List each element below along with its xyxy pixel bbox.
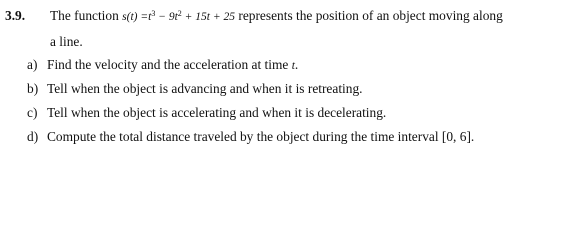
problem-intro-line1 bbox=[50, 8, 503, 25]
part-b bbox=[27, 81, 363, 97]
part-b-text: Tell when the object is advancing and when it is retreating. bbox=[47, 81, 363, 96]
part-d bbox=[27, 129, 474, 145]
part-d-text: Compute the total distance traveled by the object during the time interval [0, 6]. bbox=[47, 129, 475, 144]
part-a-letter: a) bbox=[27, 57, 38, 72]
part-d-letter: d) bbox=[27, 129, 39, 144]
intro-after-text: represents the position of an object moving along bbox=[238, 8, 503, 23]
position-formula: $s(t) =t^3 - 9t^2 + 15t + 25$ bbox=[122, 9, 236, 23]
part-b-letter: b) bbox=[27, 81, 39, 96]
part-a-text: Find the velocity and the acceleration at time bbox=[47, 57, 289, 72]
part-c-text: Tell when the object is accelerating and when it is decelerating. bbox=[47, 105, 387, 120]
problem-intro-line2: a line. bbox=[50, 34, 83, 49]
part-c-letter: c) bbox=[27, 105, 38, 120]
time-variable: t bbox=[291, 60, 295, 72]
intro-before-text: The function bbox=[50, 8, 119, 23]
part-c bbox=[27, 105, 386, 121]
part-a: a) Find the velocity and the acceleration at time t. bbox=[27, 57, 299, 72]
problem-number: 3.9. bbox=[5, 8, 26, 23]
